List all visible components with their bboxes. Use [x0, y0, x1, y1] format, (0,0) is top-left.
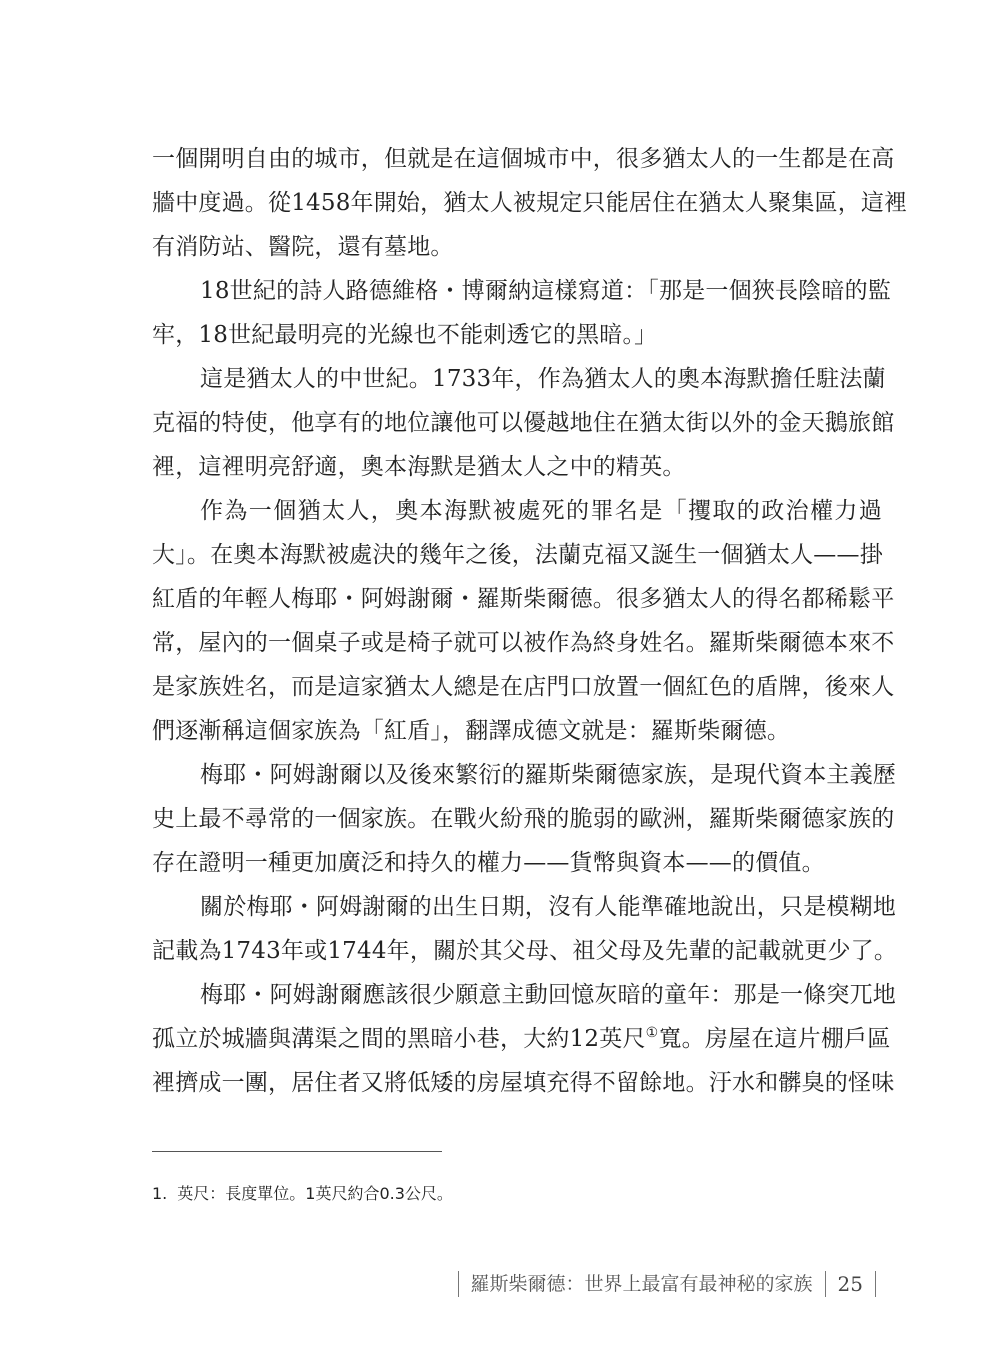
- footer-divider: [875, 1271, 876, 1297]
- text-fragment: 孤立於城牆與溝渠之間的黑暗小巷，大約12英尺: [152, 1026, 646, 1052]
- text-line-with-footnote-ref: [152, 1021, 891, 1057]
- text-line: 們逐漸稱這個家族為「紅盾」，翻譯成德文就是：羅斯柴爾德。: [152, 718, 791, 744]
- footnote: [152, 1180, 453, 1208]
- footer-divider: [825, 1271, 826, 1297]
- text-line: 是家族姓名，而是這家猶太人總是在店門口放置一個紅色的盾牌，後來人: [152, 674, 895, 700]
- text-line: 有消防站、醫院，還有墓地。: [152, 234, 454, 260]
- text-line: 18世紀的詩人路德維格・博爾納這樣寫道：「那是一個狹長陰暗的監: [200, 278, 891, 304]
- text-line: 常，屋內的一個桌子或是椅子就可以被作為終身姓名。羅斯柴爾德本來不: [152, 630, 895, 656]
- text-line: 大」。在奧本海默被處決的幾年之後，法蘭克福又誕生一個猶太人——掛: [152, 542, 883, 568]
- text-line: 一個開明自由的城市，但就是在這個城市中，很多猶太人的一生都是在高: [152, 146, 895, 172]
- text-line: 裡，這裡明亮舒適，奧本海默是猶太人之中的精英。: [152, 454, 686, 480]
- text-fragment: 寬。房屋在這片棚戶區: [658, 1026, 891, 1052]
- text-line: 這是猶太人的中世紀。1733年，作為猶太人的奧本海默擔任駐法蘭: [200, 366, 886, 392]
- footer-divider: [458, 1271, 459, 1297]
- text-line: 關於梅耶・阿姆謝爾的出生日期，沒有人能準確地說出，只是模糊地: [200, 894, 896, 920]
- text-line: 克福的特使，他享有的地位讓他可以優越地住在猶太街以外的金天鵝旅館: [152, 410, 895, 436]
- text-line: 牢，18世紀最明亮的光線也不能刺透它的黑暗。」: [152, 322, 658, 348]
- text-line: 裡擠成一團，居住者又將低矮的房屋填充得不留餘地。汙水和髒臭的怪味: [152, 1070, 895, 1096]
- text-line: 記載為1743年或1744年，關於其父母、祖父母及先輩的記載就更少了。: [152, 938, 898, 964]
- running-footer: [446, 1268, 888, 1300]
- footnote-divider: [152, 1151, 442, 1152]
- footnote-text: 英尺：長度單位。1英尺約合0.3公尺。: [177, 1184, 453, 1203]
- footer-book-title: 羅斯柴爾德：世界上最富有最神秘的家族: [470, 1273, 813, 1295]
- text-line: 史上最不尋常的一個家族。在戰火紛飛的脆弱的歐洲，羅斯柴爾德家族的: [152, 806, 895, 832]
- text-line: 梅耶・阿姆謝爾應該很少願意主動回憶灰暗的童年：那是一條突兀地: [200, 982, 896, 1008]
- page-number: 25: [837, 1272, 863, 1296]
- text-line: 牆中度過。從1458年開始，猶太人被規定只能居住在猶太人聚集區，這裡: [152, 190, 908, 216]
- text-line: 存在證明一種更加廣泛和持久的權力——貨幣與資本——的價值。: [152, 850, 825, 876]
- text-line: 梅耶・阿姆謝爾以及後來繁衍的羅斯柴爾德家族，是現代資本主義歷: [200, 762, 896, 788]
- text-line: 紅盾的年輕人梅耶・阿姆謝爾・羅斯柴爾德。很多猶太人的得名都稀鬆平: [152, 586, 895, 612]
- footnote-number: 1.: [152, 1184, 168, 1203]
- text-line: 作為一個猶太人，奧本海默被處死的罪名是「攫取的政治權力過: [200, 498, 882, 524]
- footnote-reference-mark[interactable]: ①: [645, 1025, 659, 1041]
